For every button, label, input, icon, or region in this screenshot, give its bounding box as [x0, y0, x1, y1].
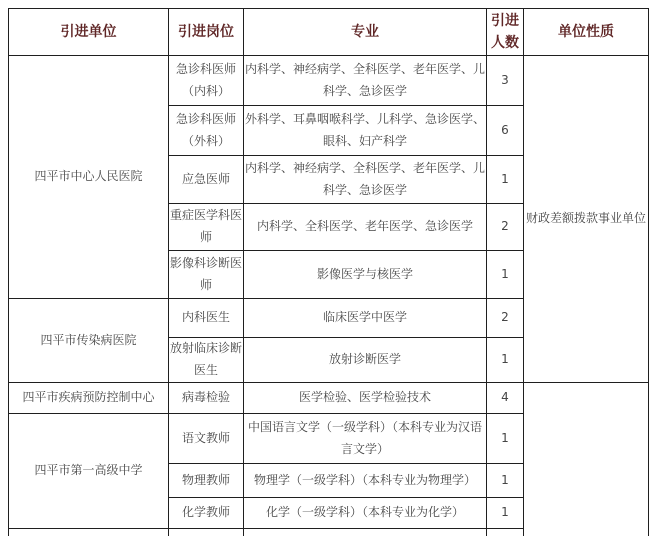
table-row [9, 56, 649, 106]
cell-count: 2 [487, 299, 524, 338]
cell-major: 外科学、耳鼻咽喉科学、儿科学、急诊医学、眼科、妇产科学 [244, 106, 487, 156]
header-count: 引进人数 [487, 9, 524, 56]
table-row [9, 383, 649, 414]
cell-position: 语文教师 [169, 414, 244, 464]
cell-position: 急诊科医师（外科） [169, 106, 244, 156]
cell-major: 影像医学与核医学 [244, 251, 487, 299]
cell-empty [244, 529, 487, 536]
cell-position: 物理教师 [169, 464, 244, 498]
cell-unit-central-hospital: 四平市中心人民医院 [9, 56, 169, 299]
cell-position: 应急医师 [169, 156, 244, 204]
cell-major: 化学（一级学科）（本科专业为化学） [244, 498, 487, 529]
cell-position: 急诊科医师（内科） [169, 56, 244, 106]
cell-major: 内科学、神经病学、全科医学、老年医学、儿科学、急诊医学 [244, 156, 487, 204]
cell-unit-infectious-hospital: 四平市传染病医院 [9, 299, 169, 383]
cell-count: 1 [487, 498, 524, 529]
header-major: 专业 [244, 9, 487, 56]
cell-unit-first-high-school: 四平市第一高级中学 [9, 414, 169, 529]
cell-position: 放射临床诊断医生 [169, 338, 244, 383]
cell-count: 3 [487, 56, 524, 106]
cell-position: 内科医生 [169, 299, 244, 338]
cell-empty [487, 529, 524, 536]
cell-empty [9, 529, 169, 536]
cell-major: 医学检验、医学检验技术 [244, 383, 487, 414]
cell-position: 重症医学科医师 [169, 204, 244, 251]
header-position: 引进岗位 [169, 9, 244, 56]
cell-empty [169, 529, 244, 536]
cell-count: 1 [487, 464, 524, 498]
cell-major: 物理学（一级学科）（本科专业为物理学） [244, 464, 487, 498]
cell-major: 内科学、神经病学、全科医学、老年医学、儿科学、急诊医学 [244, 56, 487, 106]
cell-position: 化学教师 [169, 498, 244, 529]
cell-count: 1 [487, 156, 524, 204]
cell-major: 临床医学中医学 [244, 299, 487, 338]
header-nature: 单位性质 [524, 9, 649, 56]
recruitment-table [8, 8, 649, 536]
header-row [9, 9, 649, 56]
cell-nature-differential-funding: 财政差额拨款事业单位 [524, 56, 649, 383]
header-unit: 引进单位 [9, 9, 169, 56]
cell-count: 1 [487, 251, 524, 299]
cell-count: 6 [487, 106, 524, 156]
cell-nature-empty [524, 383, 649, 536]
cell-position: 病毒检验 [169, 383, 244, 414]
cell-count: 2 [487, 204, 524, 251]
cell-major: 放射诊断医学 [244, 338, 487, 383]
cell-count: 1 [487, 414, 524, 464]
cell-count: 4 [487, 383, 524, 414]
cell-unit-cdc: 四平市疾病预防控制中心 [9, 383, 169, 414]
cell-major: 内科学、全科医学、老年医学、急诊医学 [244, 204, 487, 251]
cell-count: 1 [487, 338, 524, 383]
cell-major: 中国语言文学（一级学科）（本科专业为汉语言文学） [244, 414, 487, 464]
cell-position: 影像科诊断医师 [169, 251, 244, 299]
